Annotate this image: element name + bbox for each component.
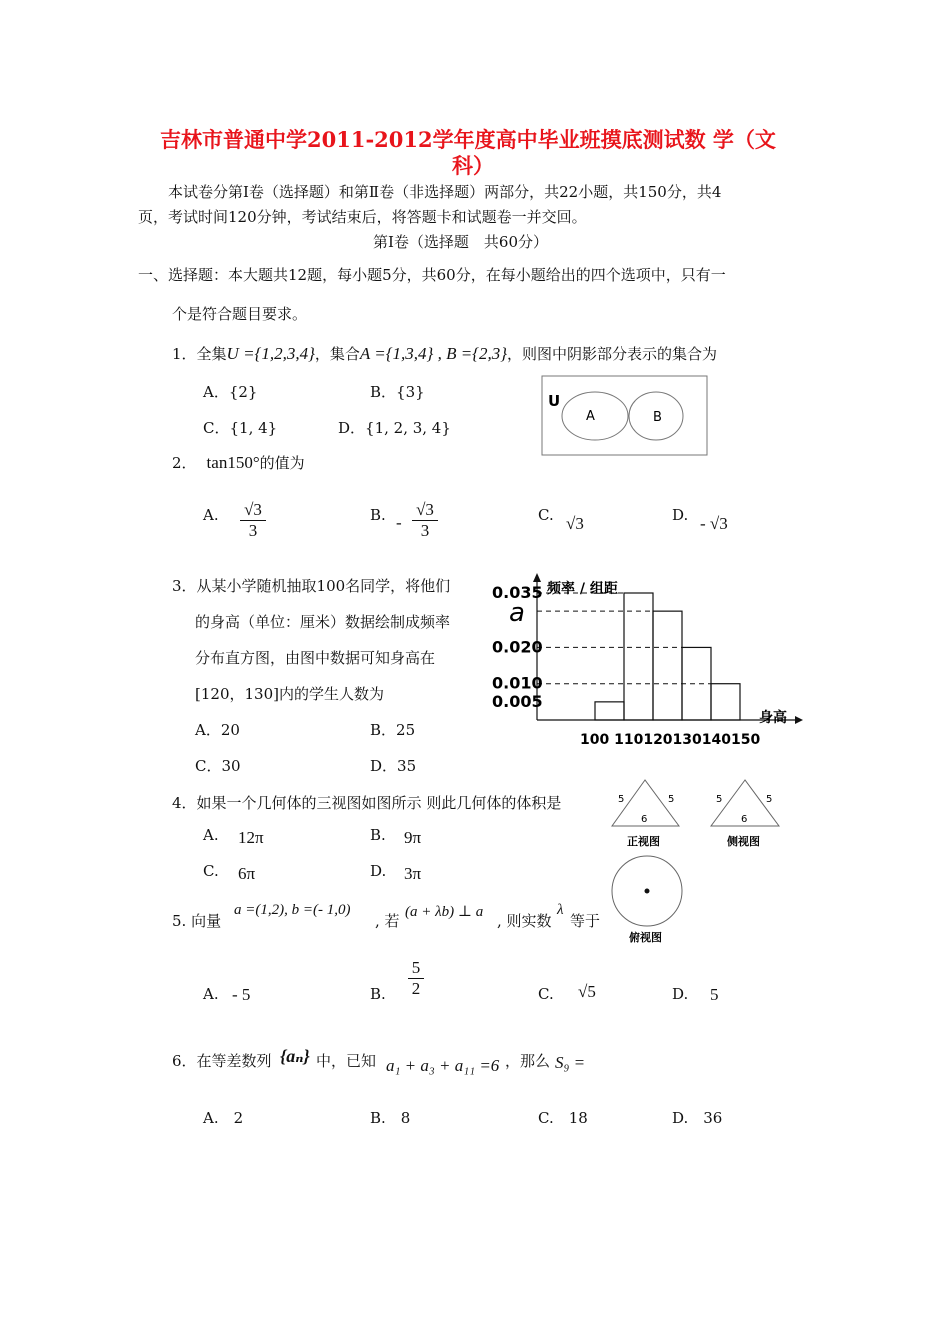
q5-option-b-numerator: 5	[411, 958, 421, 977]
q5-vectors: a =(1,2), b =(- 1,0)	[234, 902, 351, 918]
q1-option-c: C．{1, 4}	[203, 419, 278, 437]
part-title: 第Ⅰ卷（选择题 共60分）	[373, 233, 549, 251]
paper-title-line1: 吉林市普通中学2011-2012学年度高中毕业班摸底测试数 学（文	[160, 127, 776, 152]
top-view-center-dot	[645, 889, 650, 894]
q3-line3: 分布直方图，由图中数据可知身高在	[195, 649, 436, 667]
q1-stem	[172, 343, 717, 364]
front-view-base: 6	[641, 814, 648, 825]
q4-stem: 4．如果一个几何体的三视图如图所示 则此几何体的体积是	[172, 794, 562, 812]
q2-option-a-label: A.	[203, 506, 219, 524]
q2-option-b-denominator: 3	[412, 520, 438, 541]
q2-option-b-sign: -	[396, 513, 402, 532]
q1-suffix: ，则图中阴影部分表示的集合为	[507, 345, 718, 363]
q5-option-a-value: - 5	[232, 985, 251, 1004]
q2-option-a-fraction	[240, 500, 266, 541]
q5-option-a-label: A.	[203, 985, 219, 1003]
q5-option-b-label: B.	[370, 985, 386, 1003]
venn-label-a: A	[586, 409, 595, 424]
side-view-side-right: 5	[766, 794, 773, 805]
side-view-side-left: 5	[716, 794, 723, 805]
q3-line2: 的身高（单位：厘米）数据绘制成频率	[195, 613, 451, 631]
q4-option-d-value: 3π	[404, 864, 422, 883]
y-tick-label: 0.010	[492, 673, 543, 693]
q2-suffix: 的值为	[259, 454, 305, 472]
q4-option-d-label: D.	[370, 862, 387, 880]
q2-option-a-numerator: √3	[244, 500, 262, 519]
q6-condition: a₁ + a₃ + a₁₁ =6	[386, 1056, 500, 1075]
q6-target: S₉ =	[555, 1053, 586, 1072]
y-tick-label: 0.035	[492, 583, 543, 602]
q2-option-a-denominator: 3	[240, 520, 266, 541]
q2-option-d-value: - √3	[700, 514, 728, 533]
q5-suffix: , 则实数	[497, 912, 552, 930]
q6-mid: 中，已知	[316, 1052, 377, 1070]
q3-option-c: C．30	[195, 757, 241, 775]
q2-option-c-label: C.	[538, 506, 554, 524]
q5-option-b-fraction	[408, 958, 424, 999]
front-view-side-left: 5	[618, 794, 625, 805]
chart-label-a: a	[509, 598, 525, 628]
q1-mid: ，集合	[314, 345, 360, 363]
q1-option-a: A．{2}	[203, 383, 258, 401]
intro-line1: 本试卷分第Ⅰ卷（选择题）和第Ⅱ卷（非选择题）两部分，共22小题，共150分，共4	[168, 183, 722, 201]
histogram-bar	[682, 647, 711, 720]
histogram-bar	[624, 593, 653, 720]
q3-option-b: B．25	[370, 721, 416, 739]
section-instruction-line2: 个是符合题目要求。	[172, 305, 308, 323]
q2-expression: tan150°	[206, 453, 260, 472]
q3-line4: [120，130]内的学生人数为	[195, 685, 384, 703]
x-tick-labels: 100 110120130140150	[580, 732, 761, 748]
front-view-caption: 正视图	[627, 835, 660, 848]
frequency-histogram	[485, 568, 810, 753]
x-axis-arrow	[795, 716, 803, 724]
q1-sets: A ={1,3,4} , B ={2,3}	[359, 344, 508, 363]
y-axis-arrow	[533, 573, 541, 582]
q5-lambda: λ	[557, 902, 564, 918]
q5-option-b-denominator: 2	[408, 978, 424, 999]
histogram-bar	[711, 684, 740, 720]
q2-option-b-numerator: √3	[416, 500, 434, 519]
q2-option-b-label: B.	[370, 506, 386, 524]
q6-prefix: 6．在等差数列	[172, 1052, 272, 1070]
paper-title-line2: 科）	[452, 153, 494, 178]
q3-option-d: D．35	[370, 757, 417, 775]
top-view-caption: 俯视图	[629, 931, 662, 944]
q4-option-a-label: A.	[203, 826, 219, 844]
q5-option-d-value: 5	[710, 985, 719, 1004]
q6-option-b: B. 8	[370, 1109, 411, 1127]
intro-line2: 页，考试时间120分钟，考试结束后，将答题卡和试题卷一并交回。	[138, 208, 587, 226]
q6-suffix: ，那么	[505, 1052, 551, 1070]
front-view-side-right: 5	[668, 794, 675, 805]
q2-option-d-label: D.	[672, 506, 689, 524]
q4-option-b-label: B.	[370, 826, 386, 844]
histogram-bar	[595, 702, 624, 720]
q4-option-c-value: 6π	[238, 864, 256, 883]
q5-option-c-label: C.	[538, 985, 554, 1003]
venn-diagram	[541, 375, 709, 457]
side-view-base: 6	[741, 814, 748, 825]
q5-option-d-label: D.	[672, 985, 689, 1003]
histogram-bars	[595, 593, 740, 720]
x-axis-label: 身高	[759, 710, 787, 726]
histogram-bar	[653, 611, 682, 720]
q2-number: 2．	[172, 454, 197, 472]
side-view-caption: 侧视图	[727, 835, 760, 848]
q5-condition: (a + λb) ⊥ a	[405, 904, 484, 920]
q2-option-c-value: √3	[566, 514, 584, 533]
venn-label-b: B	[653, 410, 662, 425]
q1-option-b: B．{3}	[370, 383, 425, 401]
q1-universal-set: U ={1,2,3,4}	[226, 344, 315, 363]
q5-prefix: 5. 向量	[172, 912, 222, 930]
venn-label-u: U	[548, 392, 561, 410]
q6-option-d: D. 36	[672, 1109, 723, 1127]
y-tick-label: 0.005	[492, 691, 543, 711]
venn-universe-box	[542, 376, 707, 455]
q5-option-c-value: √5	[578, 982, 596, 1001]
q4-option-c-label: C.	[203, 862, 219, 880]
q5-condition-prefix: , 若	[375, 912, 400, 930]
q1-option-d: D．{1, 2, 3, 4}	[338, 419, 451, 437]
q6-option-a: A. 2	[203, 1109, 244, 1127]
three-view-diagram	[605, 774, 795, 954]
section-instruction-line1: 一、选择题：本大题共12题，每小题5分，共60分，在每小题给出的四个选项中，只有一	[138, 266, 726, 284]
q3-line1: 3．从某小学随机抽取100名同学，将他们	[172, 577, 451, 595]
q2-stem	[172, 452, 305, 473]
q4-option-b-value: 9π	[404, 828, 422, 847]
q6-option-c: C. 18	[538, 1109, 588, 1127]
q1-prefix: 1．全集	[172, 345, 227, 363]
q4-option-a-value: 12π	[238, 828, 264, 847]
y-tick-label: 0.020	[492, 637, 543, 657]
y-axis-label: 频率 / 组距	[547, 581, 618, 597]
q5-suffix2: 等于	[570, 912, 601, 930]
q3-option-a: A．20	[195, 721, 240, 739]
q2-option-b-fraction	[412, 500, 438, 541]
q6-sequence: {aₙ}	[280, 1046, 310, 1066]
